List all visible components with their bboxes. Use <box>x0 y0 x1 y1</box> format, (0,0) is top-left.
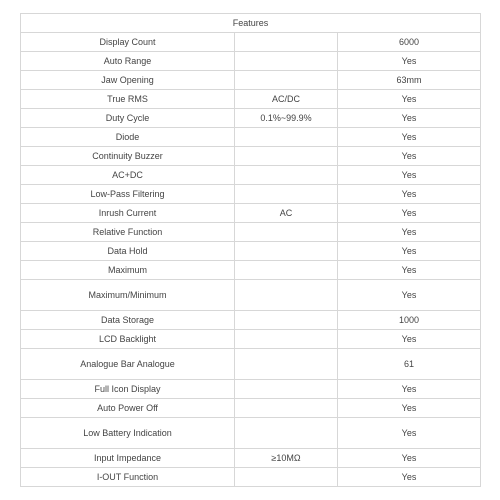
spec-cell: AC <box>235 204 338 223</box>
spec-cell <box>235 280 338 311</box>
value-cell: Yes <box>338 242 481 261</box>
table-row <box>21 223 481 242</box>
feature-cell: Low-Pass Filtering <box>21 185 235 204</box>
value-cell: Yes <box>338 166 481 185</box>
feature-cell: Auto Range <box>21 52 235 71</box>
table-header: Features <box>21 14 481 33</box>
value-cell: Yes <box>338 468 481 487</box>
feature-cell: Relative Function <box>21 223 235 242</box>
value-cell: Yes <box>338 380 481 399</box>
spec-cell <box>235 330 338 349</box>
table-row <box>21 109 481 128</box>
value-cell: Yes <box>338 449 481 468</box>
feature-cell: LCD Backlight <box>21 330 235 349</box>
spec-cell <box>235 349 338 380</box>
feature-cell: AC+DC <box>21 166 235 185</box>
spec-cell <box>235 33 338 52</box>
feature-cell: Data Storage <box>21 311 235 330</box>
value-cell: Yes <box>338 261 481 280</box>
features-table <box>20 13 481 487</box>
table-row <box>21 33 481 52</box>
value-cell: Yes <box>338 204 481 223</box>
spec-cell <box>235 261 338 280</box>
spec-cell <box>235 166 338 185</box>
spec-cell: 0.1%~99.9% <box>235 109 338 128</box>
feature-cell: Jaw Opening <box>21 71 235 90</box>
feature-cell: Input Impedance <box>21 449 235 468</box>
value-cell: Yes <box>338 109 481 128</box>
spec-cell <box>235 418 338 449</box>
value-cell: Yes <box>338 330 481 349</box>
spec-cell <box>235 223 338 242</box>
table-row <box>21 380 481 399</box>
feature-cell: Maximum/Minimum <box>21 280 235 311</box>
table-row <box>21 449 481 468</box>
spec-cell <box>235 128 338 147</box>
spec-cell <box>235 399 338 418</box>
table-row <box>21 280 481 311</box>
value-cell: Yes <box>338 52 481 71</box>
value-cell: 61 <box>338 349 481 380</box>
table-row <box>21 128 481 147</box>
table-row <box>21 166 481 185</box>
feature-cell: Low Battery Indication <box>21 418 235 449</box>
table-row <box>21 330 481 349</box>
table-row <box>21 349 481 380</box>
value-cell: Yes <box>338 185 481 204</box>
table-row <box>21 242 481 261</box>
value-cell: 63mm <box>338 71 481 90</box>
spec-cell: ≥10MΩ <box>235 449 338 468</box>
table-row <box>21 311 481 330</box>
spec-cell <box>235 380 338 399</box>
spec-cell <box>235 147 338 166</box>
table-row <box>21 185 481 204</box>
value-cell: Yes <box>338 399 481 418</box>
spec-cell <box>235 468 338 487</box>
value-cell: Yes <box>338 418 481 449</box>
spec-cell <box>235 242 338 261</box>
feature-cell: Duty Cycle <box>21 109 235 128</box>
value-cell: Yes <box>338 90 481 109</box>
table-row <box>21 418 481 449</box>
spec-cell <box>235 52 338 71</box>
spec-cell <box>235 311 338 330</box>
feature-cell: Diode <box>21 128 235 147</box>
feature-cell: True RMS <box>21 90 235 109</box>
table-row <box>21 52 481 71</box>
table-header-row <box>21 14 481 33</box>
value-cell: Yes <box>338 147 481 166</box>
spec-cell: AC/DC <box>235 90 338 109</box>
spec-cell <box>235 71 338 90</box>
spec-cell <box>235 185 338 204</box>
value-cell: 1000 <box>338 311 481 330</box>
feature-cell: Display Count <box>21 33 235 52</box>
value-cell: Yes <box>338 128 481 147</box>
feature-cell: Data Hold <box>21 242 235 261</box>
feature-cell: Auto Power Off <box>21 399 235 418</box>
value-cell: 6000 <box>338 33 481 52</box>
feature-cell: Maximum <box>21 261 235 280</box>
feature-cell: I-OUT Function <box>21 468 235 487</box>
table-row <box>21 147 481 166</box>
value-cell: Yes <box>338 280 481 311</box>
table-row <box>21 71 481 90</box>
feature-cell: Inrush Current <box>21 204 235 223</box>
features-table-container <box>20 13 480 487</box>
feature-cell: Analogue Bar Analogue <box>21 349 235 380</box>
value-cell: Yes <box>338 223 481 242</box>
table-row <box>21 399 481 418</box>
table-row <box>21 204 481 223</box>
feature-cell: Continuity Buzzer <box>21 147 235 166</box>
feature-cell: Full Icon Display <box>21 380 235 399</box>
table-row <box>21 261 481 280</box>
table-row <box>21 90 481 109</box>
table-row <box>21 468 481 487</box>
